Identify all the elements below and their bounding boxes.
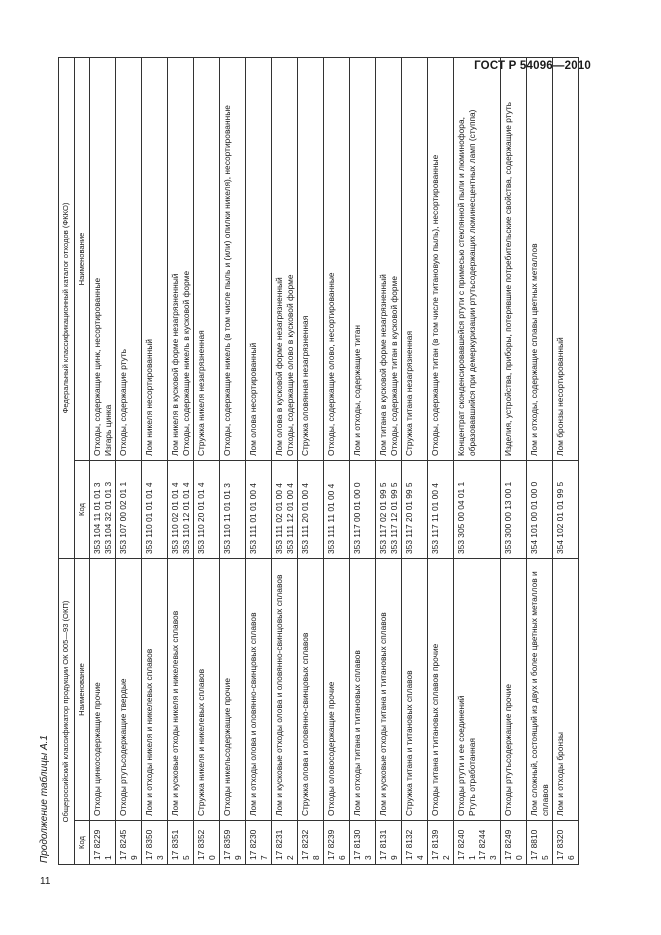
okp-name-cell: Отходы ртути и ее соединений Ртуть отработанная [454, 559, 501, 821]
fkko-code-cell: 353 117 20 01 99 5 [402, 461, 428, 559]
okp-code-cell: 17 8320 6 [553, 821, 579, 865]
okp-code-cell: 17 8232 8 [298, 821, 324, 865]
okp-code-cell: 17 8245 9 [116, 821, 142, 865]
fkko-code-cell: 353 110 11 01 01 3 [220, 461, 246, 559]
fkko-code-header: Код [74, 461, 90, 559]
okp-name-cell: Лом и отходы бронзы [553, 559, 579, 821]
classification-table [58, 57, 579, 865]
page-number: 11 [40, 876, 51, 887]
okp-name-cell: Отходы никельсодержащие прочие [220, 559, 246, 821]
table-row [553, 58, 579, 865]
fkko-name-cell: Отходы, содержащие цинк, несортированные Изгарь цинка [90, 58, 116, 461]
okp-code-cell: 17 8239 6 [324, 821, 350, 865]
fkko-group-header: Федеральный классификационный каталог отходов (ФККО) [59, 58, 75, 559]
fkko-name-header: Наименование [74, 58, 90, 461]
fkko-name-cell: Лом титана в кусковой форме незагрязненный Отходы, содержащие титан в кусковой форме [376, 58, 402, 461]
okp-name-cell: Лом и отходы олова и оловянно-свинцовых сплавов [246, 559, 272, 821]
fkko-name-cell: Отходы, содержащие титан (в том числе титановую пыль), несортированные [428, 58, 454, 461]
okp-name-cell: Стружка никеля и никелевых сплавов [194, 559, 220, 821]
fkko-name-cell: Лом бронзы несортированный [553, 58, 579, 461]
fkko-code-cell: 353 111 01 01 00 4 [246, 461, 272, 559]
table-row [454, 58, 501, 865]
okp-code-cell: 17 8229 1 [90, 821, 116, 865]
okp-name-cell: Отходы титана и титановых сплавов прочие [428, 559, 454, 821]
fkko-name-cell: Отходы, содержащие никель (в том числе пыль и (или) опилки никеля), несортированные [220, 58, 246, 461]
fkko-code-cell: 353 300 00 13 00 1 [501, 461, 527, 559]
fkko-code-cell: 353 305 00 04 01 1 [454, 461, 501, 559]
table-row [168, 58, 194, 865]
table-row [428, 58, 454, 865]
okp-code-header: Код [74, 821, 90, 865]
table-row [246, 58, 272, 865]
okp-name-cell: Отходы ртутьсодержащие прочие [501, 559, 527, 821]
table-row [194, 58, 220, 865]
fkko-code-cell: 353 117 11 01 00 4 [428, 461, 454, 559]
okp-code-cell: 17 8810 5 [527, 821, 553, 865]
fkko-code-cell: 353 110 01 01 01 4 [142, 461, 168, 559]
fkko-code-cell: 353 107 00 02 01 1 [116, 461, 142, 559]
fkko-name-cell: Стружка титана незагрязненная [402, 58, 428, 461]
okp-code-cell: 17 8249 0 [501, 821, 527, 865]
fkko-code-cell: 353 117 00 01 00 0 [350, 461, 376, 559]
okp-name-cell: Лом и отходы никеля и никелевых сплавов [142, 559, 168, 821]
fkko-code-cell: 353 117 02 01 99 5 353 117 12 01 99 5 [376, 461, 402, 559]
table-row [501, 58, 527, 865]
table-row [376, 58, 402, 865]
okp-code-cell: 17 8131 9 [376, 821, 402, 865]
okp-name-cell: Отходы ртутьсодержащие твердые [116, 559, 142, 821]
okp-name-cell: Лом и кусковые отходы титана и титановых сплавов [376, 559, 402, 821]
okp-name-cell: Лом и кусковые отходы никеля и никелевых сплавов [168, 559, 194, 821]
fkko-name-cell: Лом и отходы, содержащие сплавы цветных металлов [527, 58, 553, 461]
okp-name-cell: Лом сложный, состоящий из двух и более цветных металлов и сплавов [527, 559, 553, 821]
fkko-name-cell: Лом олова несортированный [246, 58, 272, 461]
fkko-code-cell: 353 104 11 01 01 3 353 104 32 01 01 3 [90, 461, 116, 559]
fkko-name-cell: Стружка оловянная незагрязненная [298, 58, 324, 461]
fkko-code-cell: 353 110 02 01 01 4 353 110 12 01 01 4 [168, 461, 194, 559]
fkko-code-cell: 354 101 00 01 00 0 [527, 461, 553, 559]
fkko-name-cell: Отходы, содержащие ртуть [116, 58, 142, 461]
fkko-name-cell: Отходы, содержащие олово, несортированные [324, 58, 350, 461]
okp-code-cell: 17 8231 2 [272, 821, 298, 865]
table-row [402, 58, 428, 865]
okp-group-header: Общероссийский классификатор продукции ОК 005—93 (ОКП) [59, 559, 75, 865]
fkko-name-cell: Лом никеля в кусковой форме незагрязненный Отходы, содержащие никель в кусковой форме [168, 58, 194, 461]
table-row [116, 58, 142, 865]
okp-code-cell: 17 8139 2 [428, 821, 454, 865]
okp-name-cell: Лом и отходы титана и титановых сплавов [350, 559, 376, 821]
standard-designation: ГОСТ Р 54096—2010 [474, 60, 591, 72]
fkko-name-cell: Лом никеля несортированный [142, 58, 168, 461]
fkko-name-cell: Стружка никеля незагрязненная [194, 58, 220, 461]
table-row [298, 58, 324, 865]
table-row [90, 58, 116, 865]
fkko-code-cell: 353 111 11 01 00 4 [324, 461, 350, 559]
okp-code-cell: 17 8351 5 [168, 821, 194, 865]
table-row [220, 58, 246, 865]
table-row [142, 58, 168, 865]
table-row [350, 58, 376, 865]
fkko-code-cell: 353 111 02 01 00 4 353 111 12 01 00 4 [272, 461, 298, 559]
fkko-name-cell: Изделия, устройства, приборы, потерявшие потребительские свойства, содержащие ртуть [501, 58, 527, 461]
table-row [272, 58, 298, 865]
table-row [324, 58, 350, 865]
okp-name-header: Наименование [74, 559, 90, 821]
fkko-code-cell: 353 111 20 01 00 4 [298, 461, 324, 559]
okp-name-cell: Лом и кусковые отходы олова и оловянно-свинцовых сплавов [272, 559, 298, 821]
table-body [90, 58, 579, 865]
fkko-name-cell: Лом олова в кусковой форме незагрязненный Отходы, содержащие олово в кусковой форме [272, 58, 298, 461]
okp-code-cell: 17 8350 3 [142, 821, 168, 865]
fkko-name-cell: Концентрат сконденсировавшейся ртути с примесью стеклянной пыли и люминофора, образовавшийся при демеркуризации ртутьсодержащих люминесцентных ламп (ступпа) [454, 58, 501, 461]
table-caption: Продолжение таблицы А.1 [39, 735, 50, 863]
okp-name-cell: Отходы цинкосодержащие прочие [90, 559, 116, 821]
okp-code-cell: 17 8130 3 [350, 821, 376, 865]
rotated-content [38, 55, 598, 865]
okp-name-cell: Отходы оловосодержащие прочие [324, 559, 350, 821]
okp-code-cell: 17 8359 9 [220, 821, 246, 865]
fkko-name-cell: Лом и отходы, содержащие титан [350, 58, 376, 461]
okp-name-cell: Стружка титана и титановых сплавов [402, 559, 428, 821]
okp-code-cell: 17 8132 4 [402, 821, 428, 865]
fkko-code-cell: 354 102 01 01 99 5 [553, 461, 579, 559]
okp-code-cell: 17 8352 0 [194, 821, 220, 865]
okp-name-cell: Стружка олова и оловянно-свинцовых сплавов [298, 559, 324, 821]
okp-code-cell: 17 8240 1 17 8244 3 [454, 821, 501, 865]
fkko-code-cell: 353 110 20 01 01 4 [194, 461, 220, 559]
table-row [527, 58, 553, 865]
okp-code-cell: 17 8230 7 [246, 821, 272, 865]
